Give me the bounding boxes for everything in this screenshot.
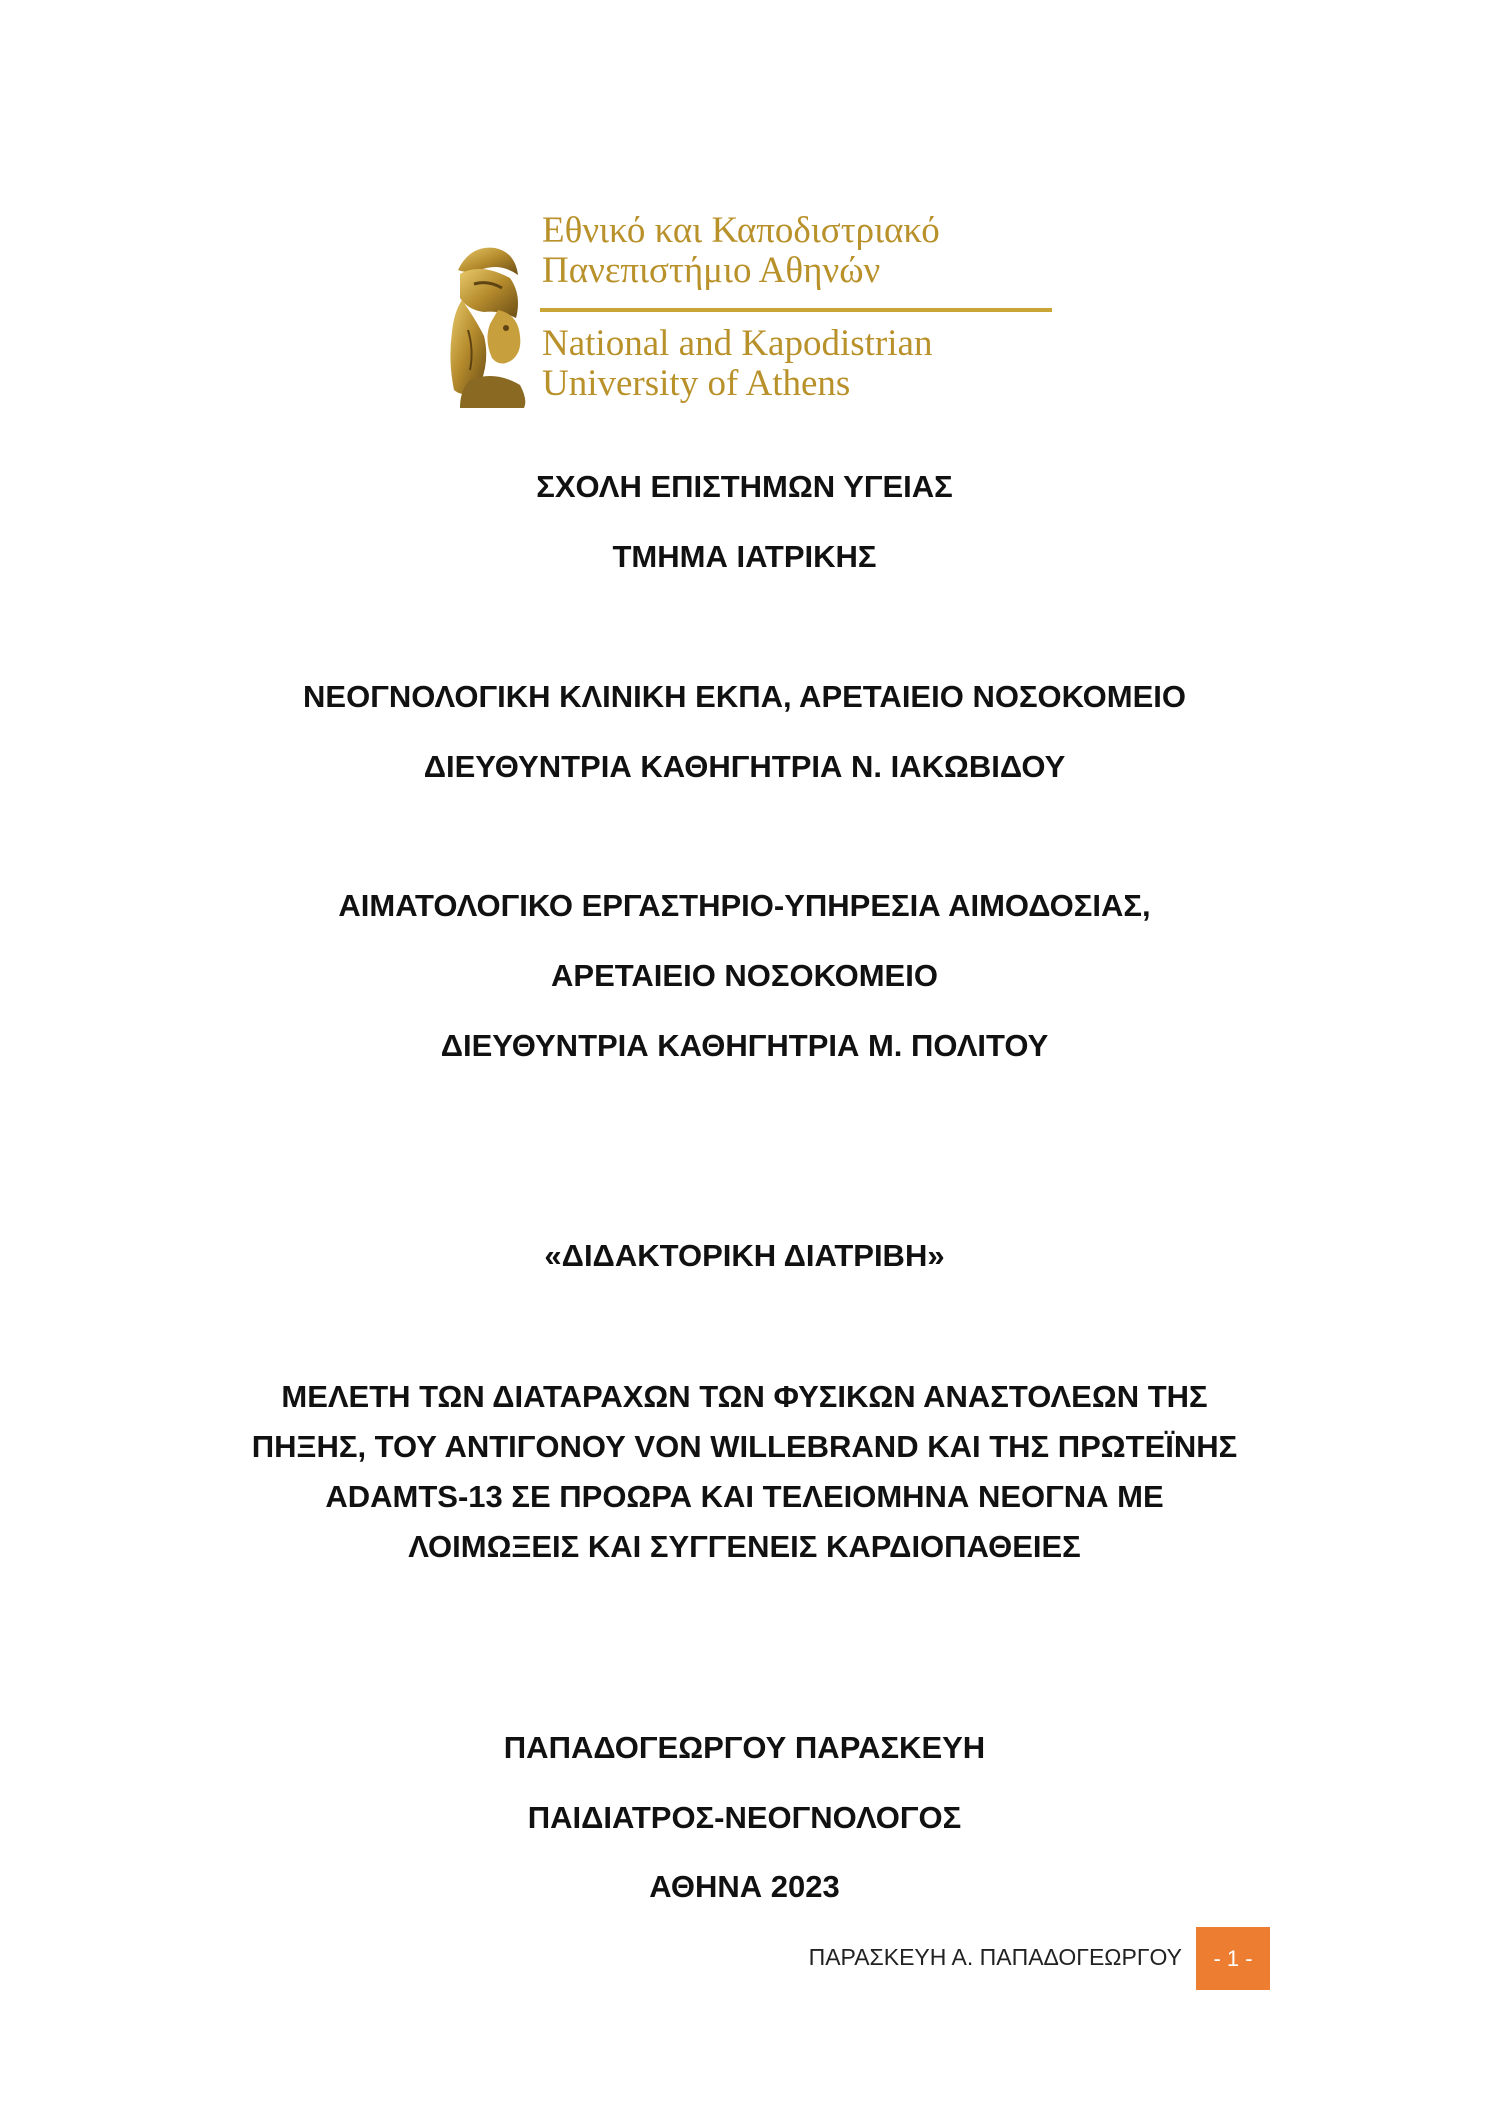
university-logo xyxy=(440,210,1060,420)
thesis-title-line: ΜΕΛΕΤΗ ΤΩΝ ΔΙΑΤΑΡΑΧΩΝ ΤΩΝ ΦΥΣΙΚΩΝ ΑΝΑΣΤΟΛΕΩΝ ΤΗΣ xyxy=(281,1379,1208,1414)
lab-name: ΑΙΜΑΤΟΛΟΓΙΚΟ ΕΡΓΑΣΤΗΡΙΟ-ΥΠΗΡΕΣΙΑ ΑΙΜΟΔΟΣΙΑΣ, xyxy=(338,888,1151,923)
place-year: ΑΘΗΝΑ 2023 xyxy=(649,1869,840,1904)
thesis-title-line: ΛΟΙΜΩΞΕΙΣ ΚΑΙ ΣΥΓΓΕΝΕΙΣ ΚΑΡΔΙΟΠΑΘΕΙΕΣ xyxy=(408,1529,1081,1564)
page-number-badge: - 1 - xyxy=(1196,1927,1270,1990)
logo-greek-line1: Εθνικό και Καποδιστριακό xyxy=(542,210,940,251)
author-specialty: ΠΑΙΔΙΑΤΡΟΣ-ΝΕΟΓΝΟΛΟΓΟΣ xyxy=(527,1800,962,1835)
lab-director: ΔΙΕΥΘΥΝΤΡΙΑ ΚΑΘΗΓΗΤΡΙΑ Μ. ΠΟΛΙΤΟΥ xyxy=(440,1028,1049,1063)
school-heading: ΣΧΟΛΗ ΕΠΙΣΤΗΜΩΝ ΥΓΕΙΑΣ xyxy=(536,469,953,504)
lab-hospital: ΑΡΕΤΑΙΕΙΟ ΝΟΣΟΚΟΜΕΙΟ xyxy=(551,958,938,993)
department-heading: ΤΜΗΜΑ ΙΑΤΡΙΚΗΣ xyxy=(612,539,877,574)
athena-head-icon xyxy=(440,240,540,410)
author-name: ΠΑΠΑΔΟΓΕΩΡΓΟΥ ΠΑΡΑΣΚΕΥΗ xyxy=(503,1730,986,1765)
clinic-name: ΝΕΟΓΝΟΛΟΓΙΚΗ ΚΛΙΝΙΚΗ ΕΚΠΑ, ΑΡΕΤΑΙΕΙΟ ΝΟΣΟΚΟΜΕΙΟ xyxy=(303,679,1186,714)
document-type: «ΔΙΔΑΚΤΟΡΙΚΗ ΔΙΑΤΡΙΒΗ» xyxy=(544,1238,945,1273)
logo-english-line1: National and Kapodistrian xyxy=(542,323,933,364)
logo-english-line2: University of Athens xyxy=(542,363,851,404)
clinic-director: ΔΙΕΥΘΥΝΤΡΙΑ ΚΑΘΗΓΗΤΡΙΑ Ν. ΙΑΚΩΒΙΔΟΥ xyxy=(423,749,1066,784)
logo-greek-line2: Πανεπιστήμιο Αθηνών xyxy=(542,250,881,291)
footer-author: ΠΑΡΑΣΚΕΥΗ Α. ΠΑΠΑΔΟΓΕΩΡΓΟΥ xyxy=(808,1944,1182,1970)
logo-divider xyxy=(540,308,1052,312)
thesis-title-line: ADAMTS-13 ΣΕ ΠΡΟΩΡΑ ΚΑΙ ΤΕΛΕΙΟΜΗΝΑ ΝΕΟΓΝΑ ΜΕ xyxy=(325,1479,1164,1514)
thesis-title xyxy=(0,1372,1489,1572)
thesis-title-line: ΠΗΞΗΣ, ΤΟΥ ΑΝΤΙΓΟΝΟΥ VON WILLEBRAND ΚΑΙ ΤΗΣ ΠΡΩΤΕΪΝΗΣ xyxy=(251,1429,1238,1464)
